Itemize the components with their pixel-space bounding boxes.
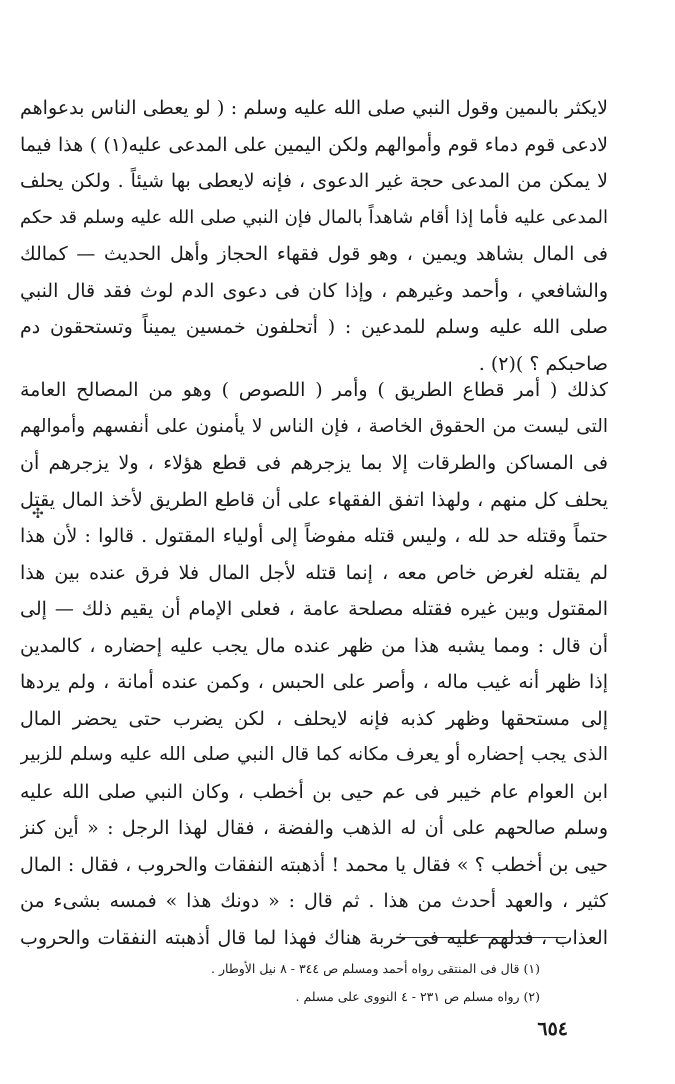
text-line: التى ليست من الحقوق الخاصة ، فإن الناس لا يأمنون على أنفسهم وأموالهم xyxy=(20,415,608,437)
footnote: (٢) رواه مسلم ص ٢٣١ - ٤ النووى على مسلم . xyxy=(295,989,540,1004)
text-line: فى المساكن والطرقات إلا بما يزجرهم فى قطع هؤلاء ، ولا يزجرهم أن xyxy=(20,452,608,474)
margin-mark: ✣ xyxy=(32,506,44,522)
text-line: كثير ، والعهد أحدث من هذا . ثم قال : « دونك هذا » فمسه بشىء من xyxy=(20,890,608,912)
text-line: كذلك ( أمر قطاع الطريق ) وأمر ( اللصوص ) وهو من المصالح العامة xyxy=(20,379,608,401)
paragraph-2 xyxy=(20,372,608,956)
paragraph-1 xyxy=(20,90,608,382)
text-line: إذا ظهر أنه غيب ماله ، وأصر على الحبس ، وكمن عنده أمانة ، ولم يردها xyxy=(20,671,608,693)
text-line: لا يمكن من المدعى حجة غير الدعوى ، فإنه لايعطى بها شيئاً . ولكن يحلف xyxy=(20,170,608,192)
text-line: لم يقتله لغرض خاص معه ، إنما قتله لأجل المال فلا فرق عنده بين هذا xyxy=(20,561,608,584)
text-line: الذى يجب إحضاره أو يعرف مكانه كما قال النبي صلى الله عليه وسلم للزبير xyxy=(20,744,608,765)
text-line: إلى مستحقها وظهر كذبه فإنه لايحلف ، لكن يضرب حتى يحضر المال xyxy=(20,707,608,730)
footnote-divider xyxy=(400,937,566,938)
text-line: المقتول وبين غيره فقتله مصلحة عامة ، فعلى الإمام أن يقيم ذلك — إلى xyxy=(20,598,608,620)
text-line: يحلف كل منهم ، ولهذا اتفق الفقهاء على أن قاطع الطريق لأخذ المال يقتل xyxy=(20,488,608,511)
text-line: وسلم صالحهم على أن له الذهب والفضة ، فقال لهذا الرجل : « أين كنز xyxy=(20,817,608,839)
text-line: أن قال : ومما يشبه هذا من ظهر عنده مال يجب عليه إحضاره ، كالمدين xyxy=(20,634,608,657)
text-line: صلى الله عليه وسلم للمدعين : ( أتحلفون خمسين يميناً وتستحقون دم xyxy=(20,316,608,338)
footnote: (١) قال فى المنتقى رواه أحمد ومسلم ص ٣٤٤ - ٨ نيل الأوطار . xyxy=(211,961,540,976)
text-line: المدعى عليه فأما إذا أقام شاهداً بالمال فإن النبي صلى الله عليه وسلم قد حكم xyxy=(20,206,608,228)
text-line: والشافعي ، وأحمد وغيرهم ، وإذا كان فى دعوى الدم لوث فقد قال النبي xyxy=(20,279,608,302)
text-line: ابن العوام عام خيبر فى عم حيى بن أخطب ، وكان النبي صلى الله عليه xyxy=(20,780,608,803)
footnotes xyxy=(20,955,540,1011)
text-line: حتماً وقتله حد لله ، وليس قتله مفوضاً إلى أولياء المقتول . قالوا : لأن هذا xyxy=(20,525,608,547)
text-line: صاحبكم ؟ )(٢) . xyxy=(478,352,608,375)
page-number: ٦٥٤ xyxy=(537,1018,568,1040)
text-line: حيى بن أخطب ؟ » فقال يا محمد ! أذهبته النفقات والحروب ، فقال : المال xyxy=(20,853,608,876)
text-line: العذاب ، فدلهم عليه فى خربة هناك فهذا لما قال أذهبته النفقات والحروب xyxy=(20,926,608,949)
text-line: لايكثر بالىمين وقول النبي صلى الله عليه وسلم : ( لو يعطى الناس بدعواهم xyxy=(20,97,608,119)
text-line: لادعى قوم دماء قوم وأموالهم ولكن اليمين على المدعى عليه(١) ) هذا فيما xyxy=(20,133,608,156)
text-line: فى المال بشاهد ويمين ، وهو قول فقهاء الحجاز وأهل الحديث — كمالك xyxy=(20,243,608,265)
